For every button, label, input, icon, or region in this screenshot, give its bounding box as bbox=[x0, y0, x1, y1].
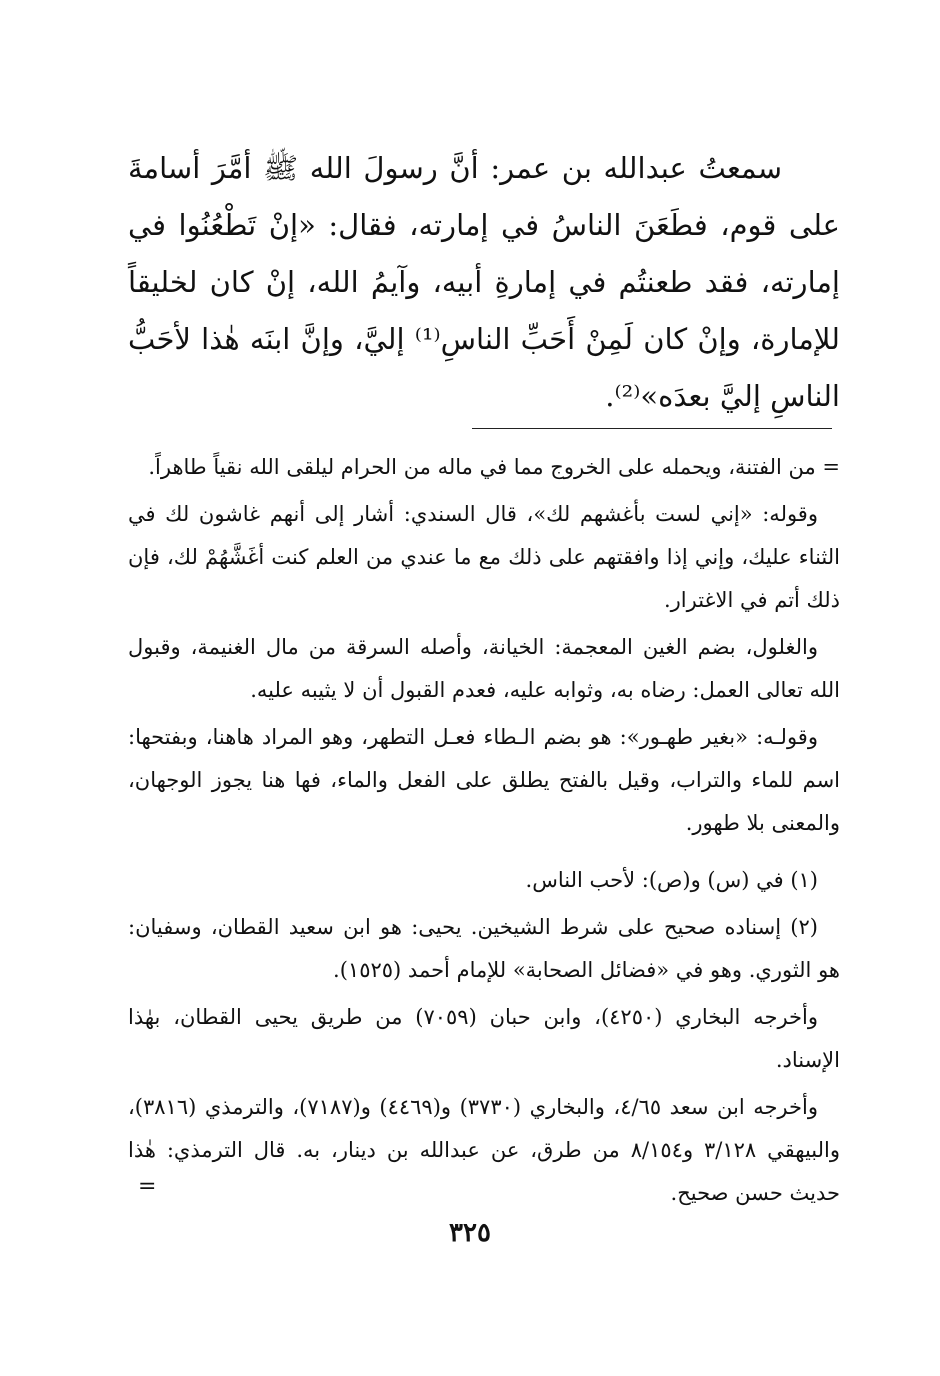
hadith-text bbox=[128, 140, 840, 425]
hadith-paragraph: سمعتُ عبدالله بن عمر: أنَّ رسولَ الله ﷺ أمَّرَ أسامةَ على قوم، فطَعَنَ الناسُ في إمارته، فقال: «إنْ تَطْعُنُوا في إمارته، فقد طعنتُم في إمارةِ أبيه، وآيمُ الله، إنْ كان لخليقاً للإمارة، وإنْ كان لَمِنْ أَحَبِّ الناسِ⁽¹⁾ إليَّ، وإنَّ ابنَه هٰذا لأحَبُّ الناسِ إليَّ بعدَه»⁽²⁾. bbox=[128, 151, 840, 413]
commentary-paragraph: وقولـه: «بغير طهـور»: هو بضم الـطاء فعـل التطهر، وهو المراد هاهنا، وبفتحها: اسم للماء والتراب، وقيل بالفتح يطلق على الفعل والماء، فها هنا يجوز الوجهان، والمعنى بلا طهور. bbox=[128, 725, 840, 835]
footnote-2-sources: وأخرجه ابن سعد ٤/٦٥، والبخاري (٣٧٣٠) و(٤٤٦٩) و(٧١٨٧)، والترمذي (٣٨١٦)، والبيهقي ٣/١٢٨ و٨/١٥٤ من طرق، عن عبدالله بن دينار، به. قال الترمذي: هٰذا حديث حسن صحيح. bbox=[128, 1095, 840, 1205]
footnote-2: (٢) إسناده صحيح على شرط الشيخين. يحيى: هو ابن سعيد القطان، وسفيان: هو الثوري. وهو في «فضائل الصحابة» للإمام أحمد (١٥٢٥). bbox=[128, 915, 840, 982]
footnotes bbox=[128, 446, 840, 1219]
footnote-2-sources: وأخرجه البخاري (٤٢٥٠)، وابن حبان (٧٠٥٩) من طريق يحيى القطان، بهٰذا الإسناد. bbox=[128, 1005, 840, 1072]
continuation-mark: = bbox=[138, 1174, 157, 1199]
footnote-1: (١) في (س) و(ص): لأحب الناس. bbox=[525, 868, 818, 892]
footnote-continuation: = من الفتنة، ويحمله على الخروج مما في ماله من الحرام ليلقى الله نقياً طاهراً. bbox=[128, 446, 840, 489]
commentary-paragraph: والغلول، بضم الغين المعجمة: الخيانة، وأصله السرقة من مال الغنيمة، وقبول الله تعالى العمل: رضاه به، وثوابه عليه، فعدم القبول أن لا يثيبه عليه. bbox=[128, 635, 840, 702]
footnote-separator bbox=[472, 428, 832, 429]
commentary-paragraph: وقوله: «إني لست بأغشهم لك»، قال السندي: أشار إلى أنهم غاشون لك في الثناء عليك، وإني إذا وافقتهم على ذلك مع ما عندي من العلم كنت أغَشَّهُمْ لك، فإن ذلك أتم في الاغترار. bbox=[128, 502, 840, 612]
page-number: ٣٢٥ bbox=[449, 1218, 491, 1248]
